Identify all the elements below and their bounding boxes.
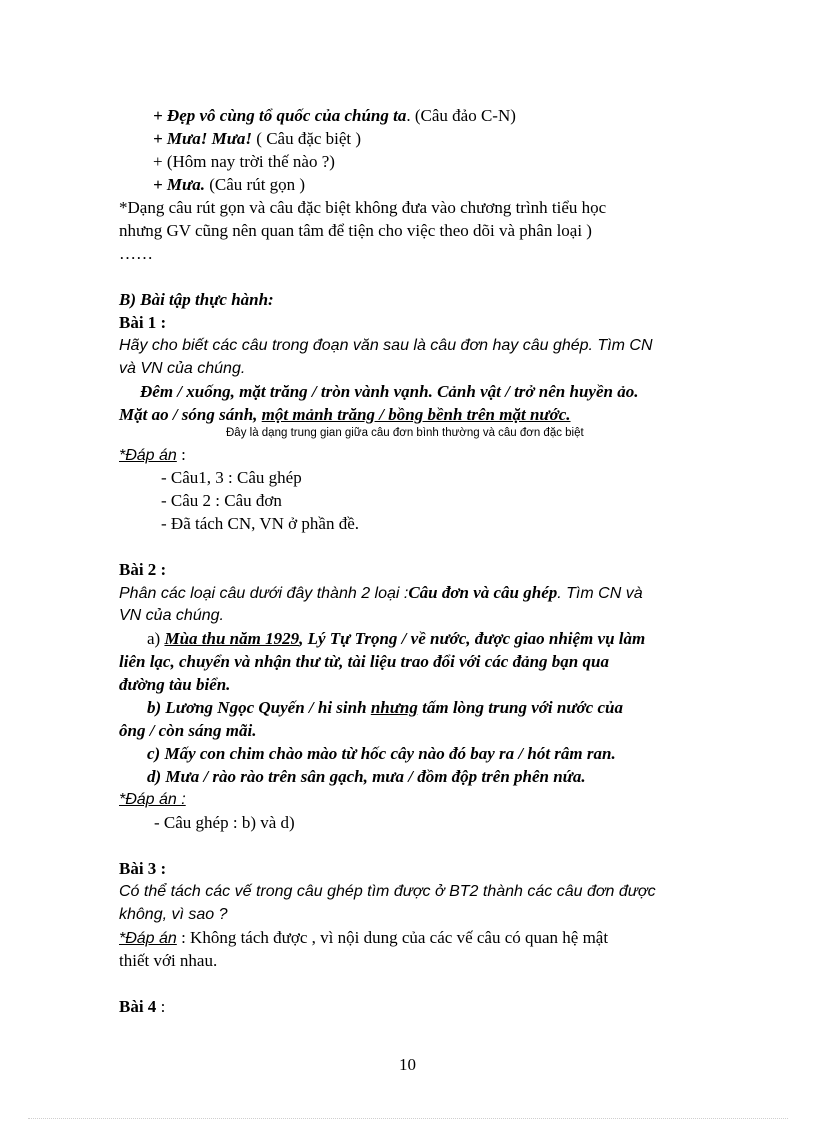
exercise-2-answer-1: - Câu ghép : b) và d) <box>154 813 295 832</box>
exercise-2-prompt-2: VN của chúng. <box>119 607 224 624</box>
exercise-3-prompt-2: không, vì sao ? <box>119 906 228 923</box>
exercise-2-item-b: b) Lương Ngọc Quyến / hi sinh nhưng tấm lòng trung với nước của <box>147 698 623 717</box>
exercise-2-item-c: c) Mấy con chim chào mào từ hốc cây nào đó bay ra / hót râm ran. <box>147 744 616 763</box>
intro-note-line-2: nhưng GV cũng nên quan tâm để tiện cho việc theo dõi và phân loại ) <box>119 221 592 240</box>
exercise-2-item-a-line-3: đường tàu biển. <box>119 675 231 694</box>
intro-line-2: + Mưa! Mưa! ( Câu đặc biệt ) <box>153 129 362 148</box>
exercise-4-title: Bài 4 : <box>119 997 166 1016</box>
exercise-1-passage-2: Mặt ao / sóng sánh, một mảnh trăng / bồng bềnh trên mặt nước. <box>119 405 571 424</box>
intro-line-4: + Mưa. (Câu rút gọn ) <box>153 175 306 194</box>
page-bottom-border <box>28 1118 788 1119</box>
exercise-1-answer-label: *Đáp án : <box>119 445 186 464</box>
exercise-2-title: Bài 2 : <box>119 560 167 579</box>
exercise-3-answer-line-2: thiết với nhau. <box>119 951 218 970</box>
exercise-3-prompt-1: Có thể tách các vế trong câu ghép tìm được ở BT2 thành các câu đơn được <box>119 883 656 900</box>
exercise-1-answer-3: - Đã tách CN, VN ở phần đề. <box>161 514 359 533</box>
exercise-2-prompt-1: Phân các loại câu dưới đây thành 2 loại :Câu đơn và câu ghép. Tìm CN và <box>119 583 643 602</box>
exercise-2-answer-label: *Đáp án : <box>119 791 186 808</box>
exercise-1-note: Đây là dạng trung gian giữa câu đơn bình thường và câu đơn đặc biệt <box>226 427 584 439</box>
exercise-2-item-b-line-2: ông / còn sáng mãi. <box>119 721 257 740</box>
section-heading: B) Bài tập thực hành: <box>119 290 274 309</box>
exercise-3-answer: *Đáp án : Không tách được , vì nội dung của các vế câu có quan hệ mật <box>119 928 609 947</box>
intro-line-3: + (Hôm nay trời thế nào ?) <box>153 152 335 171</box>
exercise-1-title: Bài 1 : <box>119 313 167 332</box>
exercise-2-item-d: d) Mưa / rào rào trên sân gạch, mưa / đồm độp trên phên nứa. <box>147 767 586 786</box>
exercise-2-item-a: a) Mùa thu năm 1929, Lý Tự Trọng / về nước, được giao nhiệm vụ làm <box>147 629 646 648</box>
intro-line-1: + Đẹp vô cùng tổ quốc của chúng ta. (Câu đảo C-N) <box>153 106 516 125</box>
exercise-1-passage-1: Đêm / xuống, mặt trăng / tròn vành vạnh. Cảnh vật / trở nên huyền ảo. <box>140 382 639 401</box>
exercise-1-answer-2: - Câu 2 : Câu đơn <box>161 491 282 510</box>
intro-ellipsis: …… <box>119 244 153 263</box>
page-number: 10 <box>399 1055 416 1074</box>
exercise-1-prompt-1: Hãy cho biết các câu trong đoạn văn sau là câu đơn hay câu ghép. Tìm CN <box>119 337 653 354</box>
exercise-1-answer-1: - Câu1, 3 : Câu ghép <box>161 468 302 487</box>
intro-note-line-1: *Dạng câu rút gọn và câu đặc biệt không đưa vào chương trình tiểu học <box>119 198 607 217</box>
exercise-3-title: Bài 3 : <box>119 859 167 878</box>
exercise-2-item-a-line-2: liên lạc, chuyển và nhận thư từ, tài liệu trao đổi với các đảng bạn qua <box>119 652 609 671</box>
exercise-1-prompt-2: và VN của chúng. <box>119 360 246 377</box>
